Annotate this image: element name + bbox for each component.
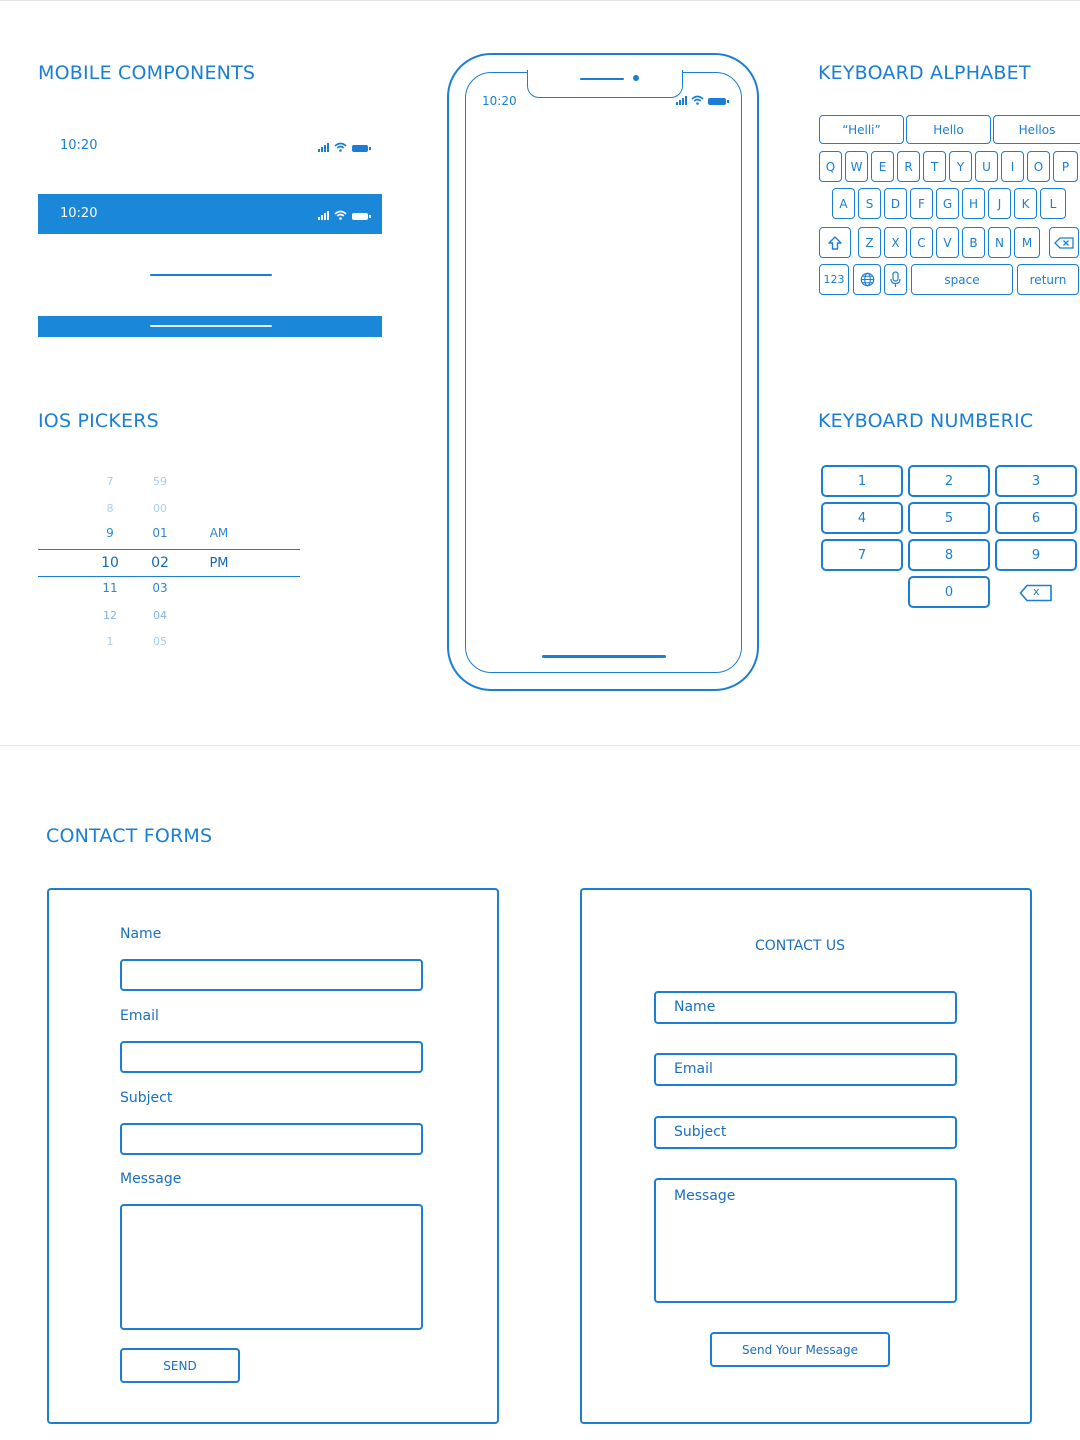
- key-v[interactable]: V: [936, 227, 959, 258]
- key-t[interactable]: T: [923, 151, 946, 182]
- key-j[interactable]: J: [988, 188, 1011, 219]
- key-m[interactable]: M: [1014, 227, 1040, 258]
- numbers-key[interactable]: 123: [819, 264, 849, 295]
- key-g[interactable]: G: [936, 188, 959, 219]
- phone-status-time: 10:20: [482, 94, 517, 108]
- signal-icon: [318, 210, 329, 220]
- home-indicator-bar-filled: [38, 316, 382, 337]
- globe-icon: [860, 272, 875, 287]
- phone-notch: [527, 70, 683, 98]
- suggestion-item[interactable]: “Helli”: [819, 115, 904, 144]
- space-key[interactable]: space: [911, 264, 1013, 295]
- email-label: Email: [120, 1008, 159, 1024]
- key-y[interactable]: Y: [949, 151, 972, 182]
- picker-hour[interactable]: 8: [106, 502, 114, 515]
- status-bar-light: [38, 126, 382, 166]
- send-button[interactable]: SEND: [120, 1348, 240, 1383]
- num-delete-label: x: [1033, 585, 1040, 598]
- subject-input[interactable]: [120, 1123, 423, 1155]
- picker-minute[interactable]: 00: [153, 502, 167, 515]
- battery-icon: [708, 98, 726, 105]
- battery-icon: [352, 145, 368, 152]
- picker-minute[interactable]: 01: [152, 526, 168, 540]
- shift-icon: [827, 235, 843, 251]
- message-textarea[interactable]: [120, 1204, 423, 1330]
- section-title-ios-pickers: IOS PICKERS: [38, 410, 159, 432]
- status-time: 10:20: [60, 206, 98, 221]
- wifi-icon: [691, 95, 704, 105]
- key-n[interactable]: N: [988, 227, 1011, 258]
- num-key-5[interactable]: 5: [908, 502, 990, 534]
- picker-hour[interactable]: 11: [102, 581, 118, 595]
- email-input[interactable]: Email: [654, 1053, 957, 1086]
- key-f[interactable]: F: [910, 188, 933, 219]
- email-input[interactable]: [120, 1041, 423, 1073]
- key-z[interactable]: Z: [858, 227, 881, 258]
- phone-screen: [465, 72, 742, 673]
- backspace-key[interactable]: [1049, 227, 1079, 258]
- name-input[interactable]: Name: [654, 991, 957, 1024]
- contact-us-title: CONTACT US: [755, 938, 845, 954]
- name-label: Name: [120, 926, 162, 942]
- status-time: 10:20: [60, 138, 98, 153]
- picker-minute[interactable]: 04: [153, 609, 167, 622]
- mic-icon: [890, 271, 901, 288]
- key-r[interactable]: R: [897, 151, 920, 182]
- key-e[interactable]: E: [871, 151, 894, 182]
- key-s[interactable]: S: [858, 188, 881, 219]
- num-key-8[interactable]: 8: [908, 539, 990, 571]
- key-i[interactable]: I: [1001, 151, 1024, 182]
- section-divider: [0, 745, 1080, 746]
- num-key-9[interactable]: 9: [995, 539, 1077, 571]
- send-message-button[interactable]: Send Your Message: [710, 1332, 890, 1367]
- key-d[interactable]: D: [884, 188, 907, 219]
- key-x[interactable]: X: [884, 227, 907, 258]
- section-title-contact-forms: CONTACT FORMS: [46, 825, 213, 847]
- picker-minute[interactable]: 05: [153, 635, 167, 648]
- suggestion-item[interactable]: Hello: [906, 115, 991, 144]
- subject-label: Subject: [120, 1090, 173, 1106]
- key-a[interactable]: A: [832, 188, 855, 219]
- key-k[interactable]: K: [1014, 188, 1037, 219]
- picker-hour[interactable]: 1: [106, 635, 114, 648]
- home-indicator-dark[interactable]: [150, 325, 272, 327]
- key-h[interactable]: H: [962, 188, 985, 219]
- key-w[interactable]: W: [845, 151, 868, 182]
- mic-key[interactable]: [884, 264, 907, 295]
- key-l[interactable]: L: [1040, 188, 1066, 219]
- suggestion-item[interactable]: Hellos: [993, 115, 1080, 144]
- wifi-icon: [334, 142, 347, 152]
- signal-icon: [676, 95, 687, 105]
- status-bar-filled: [38, 194, 382, 234]
- num-key-4[interactable]: 4: [821, 502, 903, 534]
- num-key-6[interactable]: 6: [995, 502, 1077, 534]
- wifi-icon: [334, 210, 347, 220]
- battery-icon: [352, 213, 368, 220]
- num-key-3[interactable]: 3: [995, 465, 1077, 497]
- num-key-2[interactable]: 2: [908, 465, 990, 497]
- return-key[interactable]: return: [1017, 264, 1079, 295]
- key-p[interactable]: P: [1053, 151, 1078, 182]
- home-indicator-light[interactable]: [150, 274, 272, 276]
- num-delete-key[interactable]: [1019, 584, 1053, 602]
- picker-selection-line-bottom: [38, 576, 300, 577]
- key-b[interactable]: B: [962, 227, 985, 258]
- section-title-keyboard-alphabet: KEYBOARD ALPHABET: [818, 62, 1031, 84]
- name-input[interactable]: [120, 959, 423, 991]
- phone-status-icons: [676, 94, 726, 105]
- signal-icon: [318, 142, 329, 152]
- section-title-keyboard-numeric: KEYBOARD NUMBERIC: [818, 410, 1034, 432]
- picker-minute[interactable]: 59: [153, 475, 167, 488]
- picker-hour[interactable]: 9: [106, 526, 114, 540]
- picker-minute[interactable]: 03: [152, 581, 168, 595]
- key-u[interactable]: U: [975, 151, 998, 182]
- picker-selection-line-top: [38, 549, 300, 550]
- key-c[interactable]: C: [910, 227, 933, 258]
- picker-period[interactable]: AM: [209, 526, 229, 540]
- globe-key[interactable]: [853, 264, 881, 295]
- message-textarea[interactable]: Message: [654, 1178, 957, 1303]
- camera-dot: [633, 75, 639, 81]
- num-key-0[interactable]: 0: [908, 576, 990, 608]
- picker-period-selected[interactable]: PM: [209, 556, 229, 571]
- speaker-grille: [580, 78, 624, 80]
- picker-hour-selected[interactable]: 10: [101, 555, 119, 571]
- num-key-1[interactable]: 1: [821, 465, 903, 497]
- phone-home-indicator[interactable]: [542, 655, 666, 658]
- top-divider: [0, 0, 1080, 1]
- key-q[interactable]: Q: [819, 151, 842, 182]
- backspace-icon: [1054, 237, 1074, 249]
- subject-input[interactable]: Subject: [654, 1116, 957, 1149]
- picker-hour[interactable]: 12: [103, 609, 117, 622]
- key-o[interactable]: O: [1027, 151, 1050, 182]
- shift-key[interactable]: [819, 227, 851, 258]
- picker-hour[interactable]: 7: [106, 475, 114, 488]
- picker-minute-selected[interactable]: 02: [151, 555, 169, 571]
- num-key-7[interactable]: 7: [821, 539, 903, 571]
- section-title-mobile-components: MOBILE COMPONENTS: [38, 62, 256, 84]
- message-label: Message: [120, 1171, 182, 1187]
